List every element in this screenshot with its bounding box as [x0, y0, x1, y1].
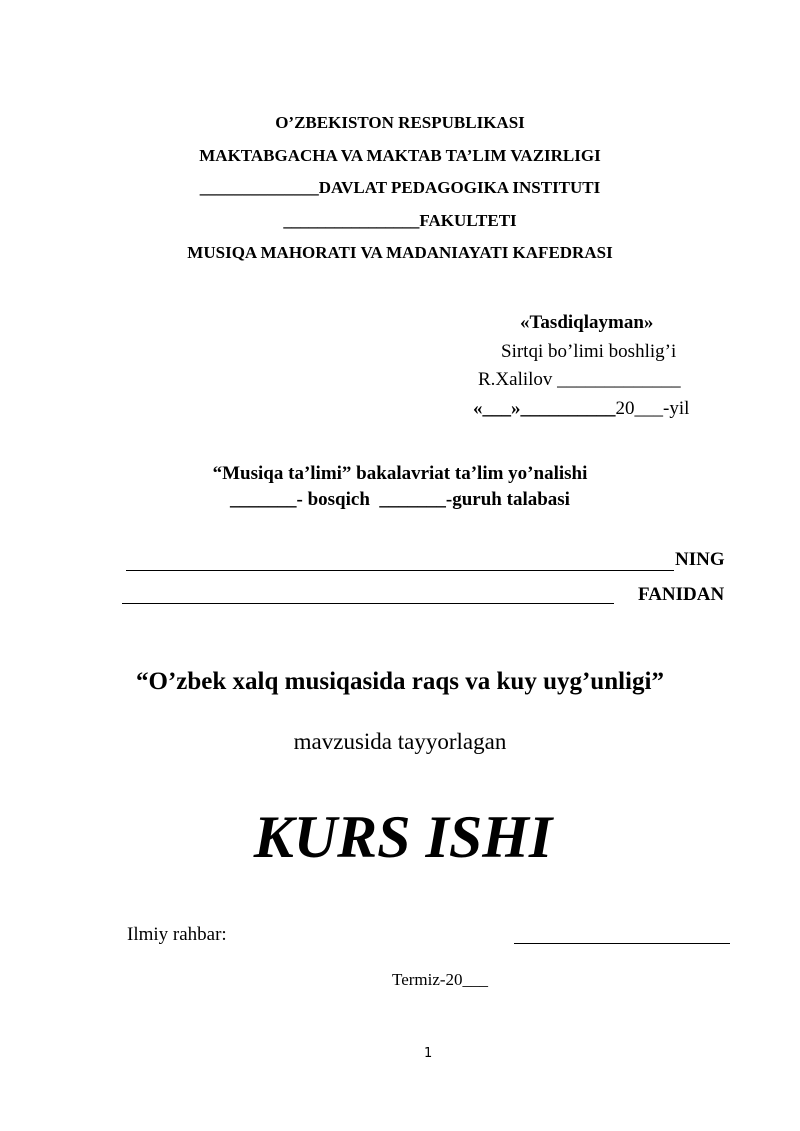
- faculty-line: [0, 211, 800, 231]
- subject-name-line: [122, 585, 614, 604]
- advisor-label: Ilmiy rahbar:: [127, 924, 227, 945]
- approval-title: «Tasdiqlayman»: [520, 312, 654, 333]
- page-number: 1: [424, 1046, 433, 1061]
- place-year: Termiz-20___: [392, 970, 489, 989]
- document-type: KURS ISHI: [253, 804, 553, 870]
- approval-position: Sirtqi bo’limi boshlig’i: [501, 341, 677, 362]
- topic-note: mavzusida tayyorlagan: [293, 729, 507, 754]
- ministry-name: MAKTABGACHA VA MAKTAB TA’LIM VAZIRLIGI: [199, 146, 601, 165]
- ministry-republic: O’ZBEKISTON RESPUBLIKASI: [275, 113, 525, 132]
- name-suffix: NING: [675, 549, 725, 570]
- group-blank: _______: [379, 489, 446, 510]
- date-month-blank: __________: [520, 398, 616, 419]
- program-line: “Musiqa ta’limi” bakalavriat ta’lim yo’nalishi: [212, 463, 588, 484]
- faculty-blank: ________________: [283, 211, 420, 230]
- date-year: 20___-yil: [615, 398, 690, 419]
- approval-name: R.Xalilov _____________: [478, 369, 681, 390]
- date-close-quote: »: [511, 398, 521, 419]
- stage-group-line: [0, 489, 800, 511]
- stage-label: - bosqich: [296, 489, 375, 510]
- date-open-quote: «: [473, 398, 483, 419]
- topic-title: “O’zbek xalq musiqasida raqs va kuy uyg’unligi”: [136, 668, 664, 695]
- stage-blank: _______: [230, 489, 297, 510]
- approval-date: [473, 398, 689, 420]
- institute-line: [0, 178, 800, 198]
- student-name-line: [126, 552, 674, 571]
- faculty-name: FAKULTETI: [419, 211, 517, 230]
- institute-blank: ______________: [199, 178, 319, 197]
- advisor-signature-line: [514, 925, 730, 944]
- subject-suffix: FANIDAN: [638, 584, 725, 605]
- group-label: -guruh talabasi: [445, 489, 570, 510]
- department-name: MUSIQA MAHORATI VA MADANIAYATI KAFEDRASI: [187, 243, 613, 262]
- institute-name: DAVLAT PEDAGOGIKA INSTITUTI: [318, 178, 601, 197]
- date-day-blank: ___: [482, 398, 511, 419]
